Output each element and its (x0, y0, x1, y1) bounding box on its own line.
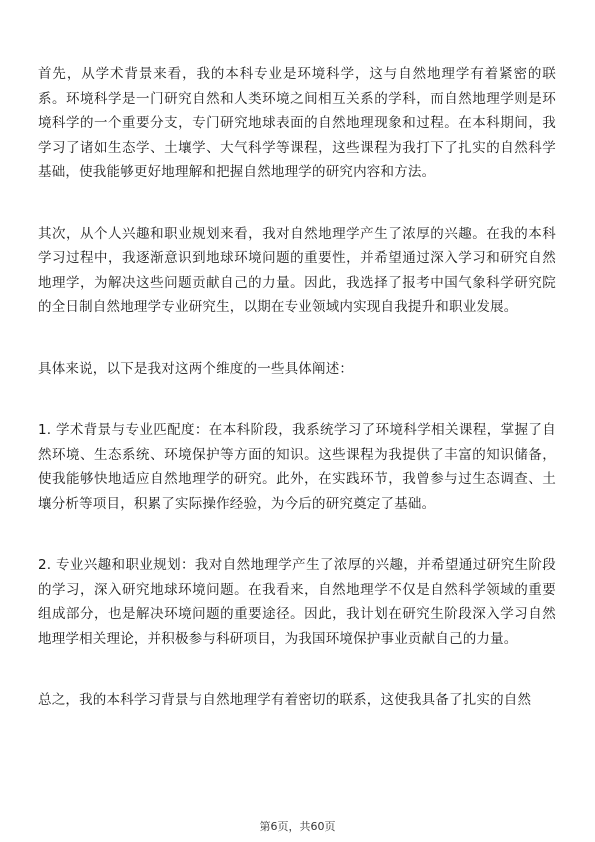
paragraph-point-1: 1. 学术背景与专业匹配度：在本科阶段，我系统学习了环境科学相关课程，掌握了自然环境、生态系统、环境保护等方面的知识。这些课程为我提供了丰富的知识储备，使我能够快地适应自然地理学的研究。此外，在实践环节，我曾参与过生态调查、土壤分析等项目，积累了实际操作经验，为今后的研究奠定了基础。 (38, 422, 556, 512)
document-body (38, 62, 556, 750)
paragraph-point-2: 2. 专业兴趣和职业规划：我对自然地理学产生了浓厚的兴趣，并希望通过研究生阶段的学习，深入研究地球环境问题。在我看来，自然地理学不仅是自然科学领域的重要组成部分，也是解决环境问题的重要途径。因此，我计划在研究生阶段深入学习自然地理学相关理论，并积极参与科研项目，为我国环境保护事业贡献自己的力量。 (38, 557, 556, 647)
paragraph-intro-details: 具体来说，以下是我对这两个维度的一些具体阐述： (38, 360, 354, 377)
paragraph-academic-background: 首先，从学术背景来看，我的本科专业是环境科学，这与自然地理学有着紧密的联系。环境科学是一门研究自然和人类环境之间相互关系的学科，而自然地理学则是环境科学的一个重要分支，专门研究地球表面的自然地理现象和过程。在本科期间，我学习了诸如生态学、土壤学、大气科学等课程，这些课程为我打下了扎实的自然科学基础，使我能够更好地理解和把握自然地理学的研究内容和方法。 (38, 66, 556, 180)
page-number-footer: 第6页，共60页 (259, 820, 336, 833)
paragraph-interest-career: 其次，从个人兴趣和职业规划来看，我对自然地理学产生了浓厚的兴趣。在我的本科学习过程中，我逐渐意识到地球环境问题的重要性，并希望通过深入学习和研究自然地理学，为解决这些问题贡献自己的力量。因此，我选择了报考中国气象科学研究院的全日制自然地理学专业研究生，以期在专业领域内实现自我提升和职业发展。 (38, 225, 556, 315)
paragraph-conclusion: 总之，我的本科学习背景与自然地理学有着密切的联系，这使我具备了扎实的自然 (38, 692, 532, 708)
